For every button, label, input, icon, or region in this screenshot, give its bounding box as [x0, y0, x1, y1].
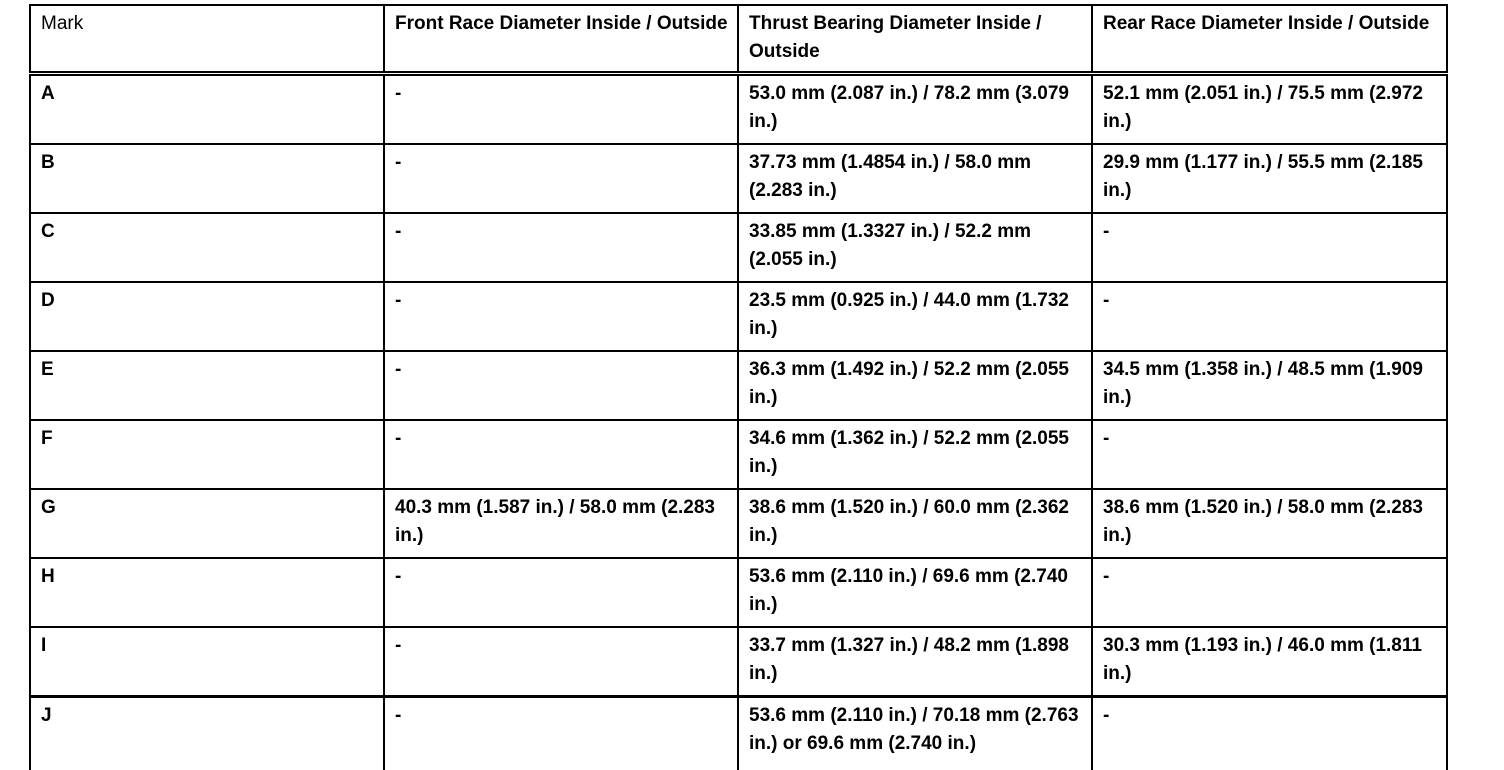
cell-rear-race: 30.3 mm (1.193 in.) / 46.0 mm (1.811 in.) — [1092, 627, 1447, 697]
header-thrust-bearing: Thrust Bearing Diameter Inside / Outside — [738, 5, 1092, 74]
cell-mark: H — [30, 558, 384, 627]
table-row — [30, 351, 1447, 420]
table-row — [30, 697, 1447, 770]
header-row — [30, 5, 1447, 74]
cell-rear-race: - — [1092, 558, 1447, 627]
bearing-spec-table — [29, 4, 1448, 770]
cell-rear-race: 38.6 mm (1.520 in.) / 58.0 mm (2.283 in.) — [1092, 489, 1447, 558]
cell-front-race: - — [384, 282, 738, 351]
cell-rear-race: - — [1092, 282, 1447, 351]
cell-front-race: - — [384, 420, 738, 489]
cell-rear-race: - — [1092, 697, 1447, 770]
cell-mark: B — [30, 144, 384, 213]
cell-mark: G — [30, 489, 384, 558]
cell-front-race: 40.3 mm (1.587 in.) / 58.0 mm (2.283 in.) — [384, 489, 738, 558]
header-front-race: Front Race Diameter Inside / Outside — [384, 5, 738, 74]
cell-front-race: - — [384, 144, 738, 213]
cell-mark: E — [30, 351, 384, 420]
table-row — [30, 489, 1447, 558]
cell-rear-race: 29.9 mm (1.177 in.) / 55.5 mm (2.185 in.) — [1092, 144, 1447, 213]
cell-mark: D — [30, 282, 384, 351]
table-row — [30, 420, 1447, 489]
cell-thrust-bearing: 33.7 mm (1.327 in.) / 48.2 mm (1.898 in.) — [738, 627, 1092, 697]
cell-mark: A — [30, 74, 384, 145]
cell-mark: F — [30, 420, 384, 489]
cell-thrust-bearing: 36.3 mm (1.492 in.) / 52.2 mm (2.055 in.) — [738, 351, 1092, 420]
cell-rear-race: 52.1 mm (2.051 in.) / 75.5 mm (2.972 in.) — [1092, 74, 1447, 145]
table-row — [30, 558, 1447, 627]
table-row — [30, 74, 1447, 145]
cell-thrust-bearing: 37.73 mm (1.4854 in.) / 58.0 mm (2.283 in.) — [738, 144, 1092, 213]
cell-front-race: - — [384, 697, 738, 770]
table-row — [30, 144, 1447, 213]
header-rear-race: Rear Race Diameter Inside / Outside — [1092, 5, 1447, 74]
cell-front-race: - — [384, 627, 738, 697]
table-row — [30, 213, 1447, 282]
cell-rear-race: - — [1092, 420, 1447, 489]
header-mark: Mark — [30, 5, 384, 74]
cell-front-race: - — [384, 213, 738, 282]
cell-thrust-bearing: 53.0 mm (2.087 in.) / 78.2 mm (3.079 in.) — [738, 74, 1092, 145]
cell-mark: C — [30, 213, 384, 282]
cell-front-race: - — [384, 74, 738, 145]
cell-thrust-bearing: 33.85 mm (1.3327 in.) / 52.2 mm (2.055 in.) — [738, 213, 1092, 282]
cell-thrust-bearing: 23.5 mm (0.925 in.) / 44.0 mm (1.732 in.) — [738, 282, 1092, 351]
cell-rear-race: - — [1092, 213, 1447, 282]
cell-rear-race: 34.5 mm (1.358 in.) / 48.5 mm (1.909 in.) — [1092, 351, 1447, 420]
table-row — [30, 627, 1447, 697]
cell-thrust-bearing: 38.6 mm (1.520 in.) / 60.0 mm (2.362 in.) — [738, 489, 1092, 558]
cell-front-race: - — [384, 351, 738, 420]
table-header — [30, 5, 1447, 74]
cell-mark: J — [30, 697, 384, 770]
cell-mark: I — [30, 627, 384, 697]
table-row — [30, 282, 1447, 351]
table-body — [30, 74, 1447, 770]
cell-thrust-bearing: 53.6 mm (2.110 in.) / 69.6 mm (2.740 in.) — [738, 558, 1092, 627]
cell-thrust-bearing: 53.6 mm (2.110 in.) / 70.18 mm (2.763 in.) or 69.6 mm (2.740 in.) — [738, 697, 1092, 770]
cell-thrust-bearing: 34.6 mm (1.362 in.) / 52.2 mm (2.055 in.) — [738, 420, 1092, 489]
cell-front-race: - — [384, 558, 738, 627]
